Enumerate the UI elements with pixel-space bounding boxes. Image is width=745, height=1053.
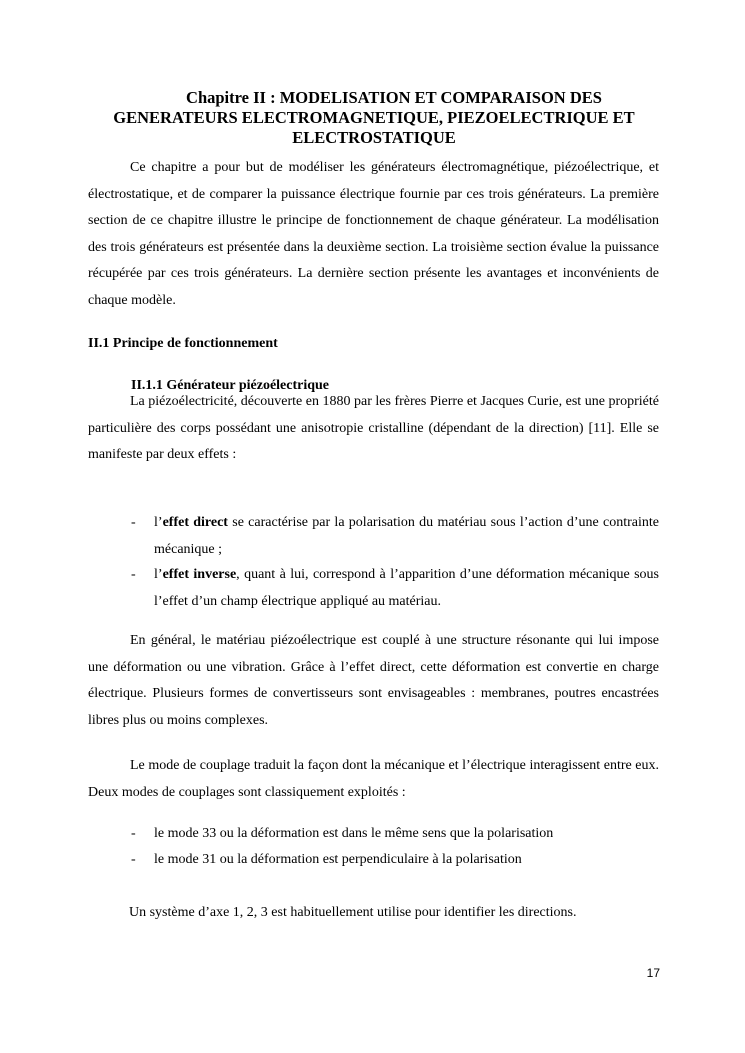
paragraph-coupling-mode: [88, 753, 659, 806]
paragraph-coupling-mode-text: Le mode de couplage traduit la façon dont la mécanique et l’électrique interagissent entre eux. Deux modes de couplages sont classiquement exploités :: [88, 758, 659, 800]
paragraph-coupling-structure-text: En général, le matériau piézoélectrique est couplé à une structure résonante qui lui impose une déformation ou une vibration. Grâce à l’effet direct, cette déformation est convertie en charge électrique. Plusieurs formes de convertisseurs sont envisageables : membranes, poutres encastrées libres plus ou moins complexes.: [88, 633, 659, 728]
paragraph-coupling-structure: [88, 628, 659, 734]
list-dash: -: [131, 852, 136, 867]
chapter-title-line-1: Chapitre II : MODELISATION ET COMPARAISON DES: [186, 88, 602, 107]
chapter-title: [88, 88, 660, 148]
list-dash: -: [131, 567, 136, 582]
list-item-effet-inverse: - l’effet inverse, quant à lui, correspond à l’apparition d’une déformation mécanique sous l’effet d’un champ électrique appliqué au matériau.: [131, 562, 659, 615]
paragraph-piezo-intro: [88, 389, 659, 469]
list-item-mode-33: [131, 821, 659, 848]
page-number: 17: [646, 966, 660, 980]
paragraph-piezo-intro-text: La piézoélectricité, découverte en 1880 par les frères Pierre et Jacques Curie, est une propriété particulière des corps possédant une anisotropie cristalline (dépendant de la direction) [11]. Elle se manifeste par deux effets :: [88, 394, 659, 462]
list-dash: -: [131, 826, 136, 841]
section-heading: II.1 Principe de fonctionnement: [88, 336, 278, 351]
mode-33-text: le mode 33 ou la déformation est dans le même sens que la polarisation: [154, 826, 554, 841]
intro-text: Ce chapitre a pour but de modéliser les générateurs électromagnétique, piézoélectrique, et électrostatique, et de comparer la puissance électrique fournie par ces trois générateurs. La première section de ce chapitre illustre le principe de fonctionnement de chaque générateur. La modélisation des trois générateurs est présentée dans la deuxième section. La troisième section évalue la puissance récupérée par ces trois générateurs. La dernière section présente les avantages et inconvénients de chaque modèle.: [88, 160, 659, 308]
intro-paragraph: [88, 155, 659, 314]
term-effet-inverse: effet inverse: [162, 567, 237, 582]
list-item-effet-direct: - l’effet direct se caractérise par la polarisation du matériau sous l’action d’une contrainte mécanique ;: [131, 510, 659, 563]
chapter-title-line-2: GENERATEURS ELECTROMAGNETIQUE, PIEZOELECTRIQUE ET: [113, 108, 635, 127]
term-effet-direct: effet direct: [162, 515, 228, 530]
paragraph-axis-system-text: Un système d’axe 1, 2, 3 est habituellement utilise pour identifier les directions.: [129, 905, 577, 920]
paragraph-axis-system: [88, 900, 659, 927]
mode-31-text: le mode 31 ou la déformation est perpendiculaire à la polarisation: [154, 852, 522, 867]
list-dash: -: [131, 515, 136, 530]
subsection-heading: II.1.1 Générateur piézoélectrique: [131, 378, 330, 393]
list-item-mode-31: [131, 847, 659, 874]
chapter-title-line-3: ELECTROSTATIQUE: [292, 128, 456, 147]
